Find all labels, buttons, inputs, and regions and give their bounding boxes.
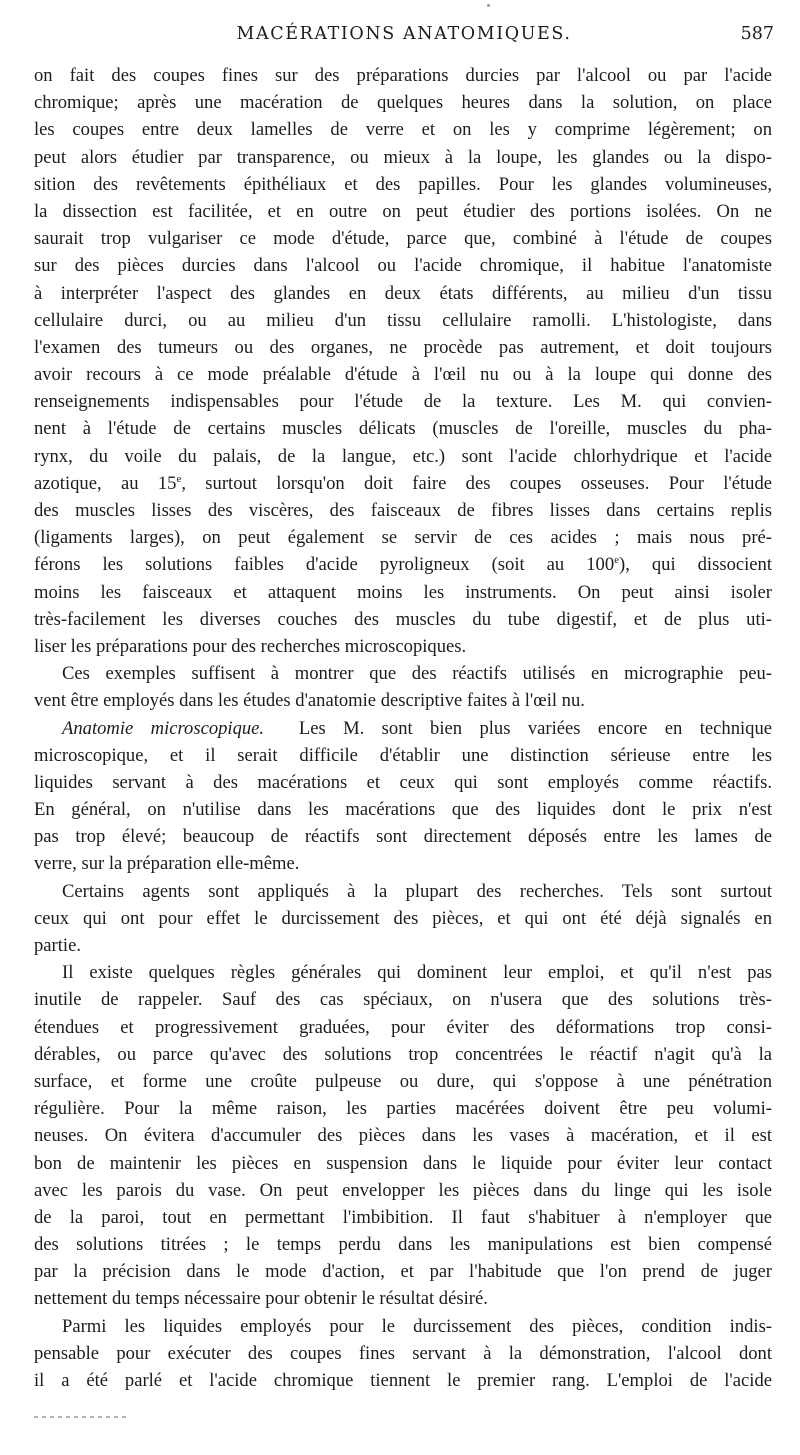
text-line: Certains agents sont appliqués à la plupart des recherches. Tels sont surtout — [62, 880, 772, 902]
text-line: de la paroi, tout en permettant l'imbibition. Il faut s'habituer à n'employer que — [34, 1206, 772, 1228]
text-line: verre, sur la préparation elle-même. — [34, 853, 300, 875]
scan-artifact — [34, 1416, 130, 1418]
text-line: sition des revêtements épithéliaux et des papilles. Pour les glandes volumineuses, — [34, 173, 772, 195]
text-line: très-facilement les diverses couches des muscles du tube digestif, et de plus uti- — [34, 608, 772, 630]
text-line: En général, on n'utilise dans les macérations que des liquides dont le prix n'est — [34, 799, 772, 821]
text-fragment: azotique, au 15 — [34, 472, 177, 494]
body-text — [34, 62, 772, 1394]
text-line: bon de maintenir les pièces en suspension dans le liquide pour éviter leur contact — [34, 1152, 772, 1174]
text-line: dérables, ou parce qu'avec des solutions trop concentrées le réactif n'agit qu'à la — [34, 1043, 772, 1065]
text-line: (ligaments larges), on peut également se servir de ces acides ; mais nous pré- — [34, 527, 772, 549]
text-fragment: férons les solutions faibles d'acide pyroligneux (soit au 100 — [34, 554, 615, 576]
scan-speck — [487, 4, 490, 7]
running-title: MACÉRATIONS ANATOMIQUES. — [236, 24, 572, 44]
text-line: neuses. On évitera d'accumuler des pièces dans les vases à macération, et il est — [34, 1125, 772, 1147]
text-line: microscopique, et il serait difficile d'établir une distinction sérieuse entre les — [34, 744, 772, 766]
text-line: il a été parlé et l'acide chromique tiennent le premier rang. L'emploi de l'acide — [34, 1370, 772, 1391]
text-fragment: , surtout lorsqu'on doit faire des coupes osseuses. Pour l'étude — [181, 472, 772, 494]
text-line: les coupes entre deux lamelles de verre et on les y comprime légèrement; on — [34, 119, 772, 141]
text-line: avoir recours à ce mode préalable d'étude à l'œil nu ou à la loupe qui donne des — [34, 364, 772, 386]
text-line: surface, et forme une croûte pulpeuse ou dure, qui s'oppose à une pénétration — [34, 1070, 772, 1092]
text-line: l'examen des tumeurs ou des organes, ne procède pas autrement, et doit toujours — [34, 336, 772, 358]
text-line: à interpréter l'aspect des glandes en deux états différents, au milieu d'un tissu — [34, 282, 772, 304]
text-line: Parmi les liquides employés pour le durcissement des pièces, condition indis- — [62, 1315, 772, 1337]
text-line: rynx, du voile du palais, de la langue, etc.) sont l'acide chlorhydrique et l'acide — [34, 445, 772, 467]
text-line: inutile de rappeler. Sauf des cas spéciaux, on n'usera que des solutions très- — [34, 989, 772, 1011]
text-line: pensable pour exécuter des coupes fines servant à la démonstration, l'alcool dont — [34, 1342, 772, 1364]
text-line: liser les préparations pour des recherches microscopiques. — [34, 635, 467, 657]
text-line: saurait trop vulgariser ce mode d'étude, parce que, combiné à l'étude de coupes — [34, 228, 772, 250]
text-fragment: Les M. sont bien plus variées encore en technique — [298, 717, 772, 739]
text-line: pas trop élevé; beaucoup de réactifs sont directement déposés entre les lames de — [34, 826, 772, 848]
text-line: partie. — [34, 935, 81, 956]
text-line: on fait des coupes fines sur des préparations durcies par l'alcool ou par l'acide — [34, 65, 772, 86]
text-line: des muscles lisses des viscères, des faisceaux de fibres lisses dans certains replis — [34, 500, 772, 521]
text-line: renseignements indispensables pour l'étude de la texture. Les M. qui convien- — [34, 391, 772, 413]
text-line: des solutions titrées ; le temps perdu dans les manipulations est bien compensé — [34, 1234, 772, 1256]
superscript: e — [176, 472, 182, 485]
page-number: 587 — [740, 24, 774, 44]
text-line: sur des pièces durcies dans l'alcool ou l'acide chromique, il habitue l'anatomiste — [34, 255, 772, 277]
text-line: peut alors étudier par transparence, ou mieux à la loupe, les glandes ou la dispo- — [34, 146, 772, 168]
text-line: liquides servant à des macérations et ceux qui sont employés comme réactifs. — [34, 771, 772, 793]
text-line: avec les parois du vase. On peut envelopper les pièces dans du linge qui les isole — [34, 1179, 772, 1201]
text-line: Ces exemples suffisent à montrer que des réactifs utilisés en micrographie peu- — [62, 663, 772, 685]
text-line: étendues et progressivement graduées, pour éviter des déformations trop consi- — [34, 1016, 772, 1038]
text-line: moins les faisceaux et attaquent moins les instruments. On peut ainsi isoler — [34, 581, 772, 603]
text-line-with-superscript — [34, 470, 772, 497]
running-head — [34, 24, 774, 50]
text-line: chromique; après une macération de quelques heures dans la solution, on place — [34, 92, 772, 114]
text-line: la dissection est facilitée, et en outre on peut étudier des portions isolées. On ne — [34, 200, 772, 222]
text-line-with-superscript — [34, 551, 772, 578]
italic-heading: Anatomie microscopique. — [62, 717, 265, 739]
text-line: nent à l'étude de certains muscles délicats (muscles de l'oreille, muscles du pha- — [34, 418, 772, 440]
section-heading-line — [34, 715, 772, 742]
text-line: ceux qui ont pour effet le durcissement des pièces, et qui ont été déjà signalés en — [34, 907, 772, 929]
text-line: nettement du temps nécessaire pour obtenir le résultat désiré. — [34, 1288, 488, 1310]
text-line: Il existe quelques règles générales qui dominent leur emploi, et qu'il n'est pas — [62, 962, 772, 984]
text-line: régulière. Pour la même raison, les parties macérées doivent être peu volumi- — [34, 1098, 772, 1120]
text-fragment: ), qui dissocient — [619, 554, 772, 576]
superscript: e — [614, 554, 620, 567]
text-line: par la précision dans le mode d'action, et par l'habitude que l'on prend de juger — [34, 1261, 772, 1283]
text-line: vent être employés dans les études d'anatomie descriptive faites à l'œil nu. — [34, 690, 585, 712]
text-line: cellulaire durci, ou au milieu d'un tissu cellulaire ramolli. L'histologiste, dans — [34, 309, 772, 331]
